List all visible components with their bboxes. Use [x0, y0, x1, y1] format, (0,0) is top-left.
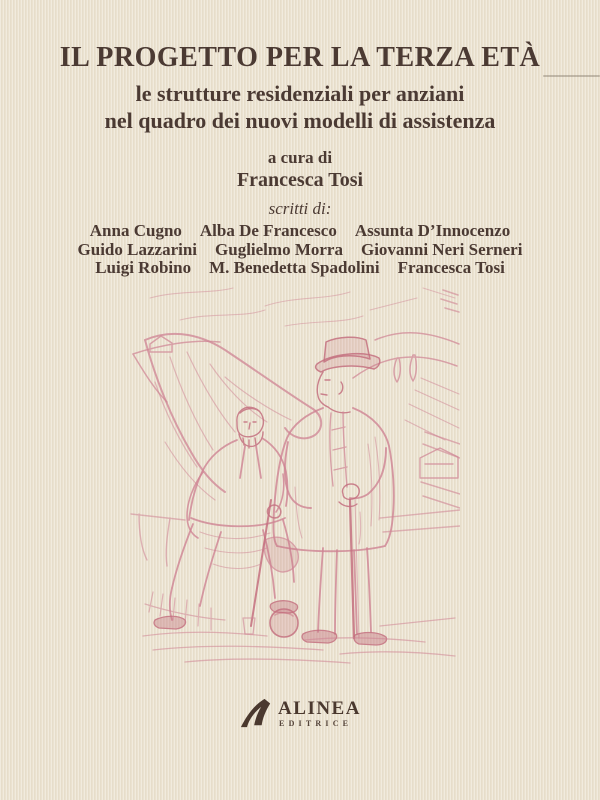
publisher-name: ALINEA — [278, 697, 361, 719]
author-name: Assunta D’Innocenzo — [354, 221, 511, 240]
author-name: Giovanni Neri Serneri — [360, 239, 523, 259]
cover-illustration-two-elderly-men — [125, 282, 460, 667]
author-name: Luigi Robino — [95, 258, 192, 277]
author-name: Alba De Francesco — [199, 221, 337, 240]
author-name: M. Benedetta Spadolini — [209, 258, 380, 277]
alinea-a-mark-icon — [239, 696, 273, 730]
scan-artifact-line — [543, 75, 600, 77]
curated-by-label: a cura di — [267, 148, 333, 167]
author-name: Anna Cugno — [89, 221, 182, 240]
author-name: Guido Lazzarini — [77, 239, 198, 259]
author-name: Francesca Tosi — [397, 258, 505, 277]
publisher-tagline: EDITRICE — [279, 718, 353, 728]
book-title: IL PROGETTO PER LA TERZA ETÀ — [59, 42, 541, 73]
subtitle-line-2: nel quadro dei nuovi modelli di assistenza — [104, 108, 496, 133]
authors-row-3 — [0, 259, 600, 278]
publisher-wordmark — [278, 699, 361, 728]
written-by-label: scritti di: — [268, 199, 332, 218]
editor-name: Francesca Tosi — [236, 169, 364, 191]
subtitle-line-1: le strutture residenziali per anziani — [135, 81, 465, 106]
authors-row-2 — [0, 241, 600, 260]
publisher-logo — [0, 696, 600, 730]
authors-list — [0, 222, 600, 278]
book-subtitle — [0, 80, 600, 134]
author-name: Guglielmo Morra — [215, 239, 343, 259]
authors-row-1 — [0, 222, 600, 241]
